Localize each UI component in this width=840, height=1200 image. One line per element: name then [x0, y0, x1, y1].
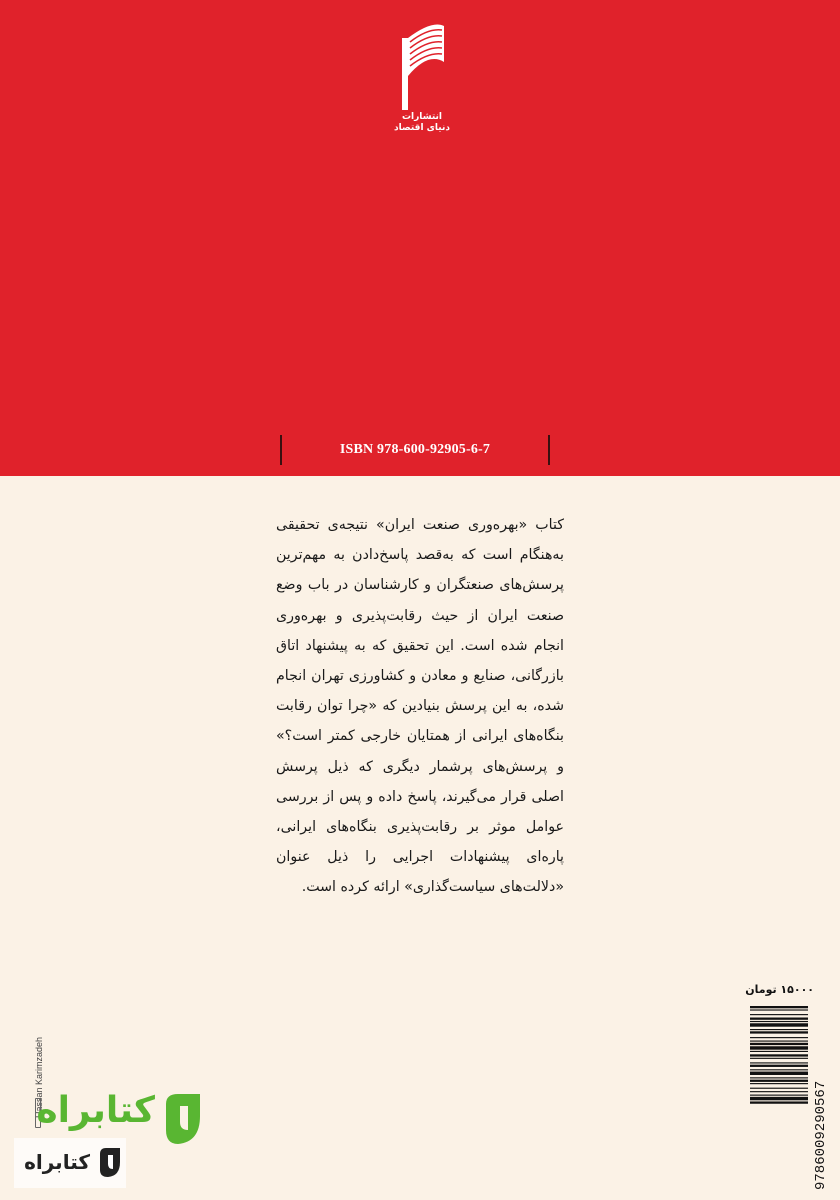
book-description	[276, 510, 564, 903]
leaf-icon	[158, 1090, 208, 1150]
barcode-bar	[750, 1031, 808, 1033]
barcode-bar	[750, 1062, 808, 1063]
barcode-bar	[750, 1043, 808, 1045]
barcode-bar	[750, 1009, 808, 1010]
book-fan-icon	[392, 22, 452, 112]
barcode-bar	[750, 1029, 808, 1030]
barcode-bar	[750, 1023, 808, 1026]
watermark-logo-small	[14, 1138, 126, 1188]
barcode-bar	[750, 1021, 808, 1022]
isbn-block	[280, 433, 550, 467]
barcode-bar	[750, 1072, 808, 1075]
barcode-bar	[750, 1058, 808, 1059]
barcode-bar	[750, 1069, 808, 1070]
barcode-graphic	[750, 1002, 830, 1192]
barcode-bar	[750, 1080, 808, 1082]
barcode-bar	[750, 1014, 808, 1015]
barcode-bar	[750, 1037, 808, 1038]
barcode-bar	[750, 1006, 808, 1008]
barcode-bar	[750, 1041, 808, 1042]
isbn-left-tick	[280, 435, 282, 465]
leaf-icon-small	[96, 1146, 124, 1180]
barcode-bar	[750, 1088, 808, 1089]
barcode-bar	[750, 1083, 808, 1084]
barcode-bar	[750, 1051, 808, 1052]
barcode-bar	[750, 1046, 808, 1049]
barcode-bar	[750, 1091, 808, 1092]
barcode-bar	[750, 1077, 808, 1078]
barcode	[750, 1002, 830, 1192]
book-description-text: کتاب «بهره‌وری صنعت ایران» نتیجه‌ی تحقیقی به‌هنگام است که به‌قصد پاسخ‌دادن به مهم‌ترین پرسش‌های صنعتگران و کارشناسان در باب وضع صنعت ایران از حیث رقابت‌پذیری و بهره‌وری انجام شده است. این تحقیق که به پیشنهاد اتاق بازرگانی، صنایع و معادن و کشاورزی تهران انجام شده، به این پرسش بنیادین که «چرا توان رقابت بنگاه‌های ایرانی از همتایان خارجی کمتر است؟» و پرسش‌های پرشمار دیگری که ذیل پرسش اصلی قرار می‌گیرند، پاسخ داده و پس از بررسی عوامل موثر بر رقابت‌پذیری بنگاه‌های ایرانی، پاره‌ای پیشنهادات اجرایی را ذیل عنوان «دلالت‌های سیاست‌گذاری» ارائه کرده است.	[276, 517, 564, 896]
isbn-number: ISBN 978-600-92905-6-7	[339, 442, 491, 457]
barcode-bar	[750, 1095, 808, 1096]
price-label: ۱۵۰۰۰ تومان	[745, 983, 814, 996]
barcode-bar	[750, 1065, 808, 1067]
barcode-digits: 9786009290567	[813, 1080, 829, 1190]
barcode-bar	[750, 1097, 808, 1100]
publisher-name-line2: دنیای اقتصاد	[394, 123, 450, 133]
publisher-name-line1: انتشارات	[402, 112, 442, 122]
watermark-text-large: کتابراه	[36, 1090, 155, 1131]
isbn-right-tick	[548, 435, 550, 465]
barcode-bar	[750, 1018, 808, 1020]
barcode-bar	[750, 1054, 808, 1056]
publisher-logo	[392, 22, 452, 142]
watermark-text-small: کتابراه	[24, 1150, 90, 1174]
barcode-bar	[750, 1101, 808, 1103]
cover-designer-name: Hassan Karimzadeh	[34, 1036, 44, 1118]
